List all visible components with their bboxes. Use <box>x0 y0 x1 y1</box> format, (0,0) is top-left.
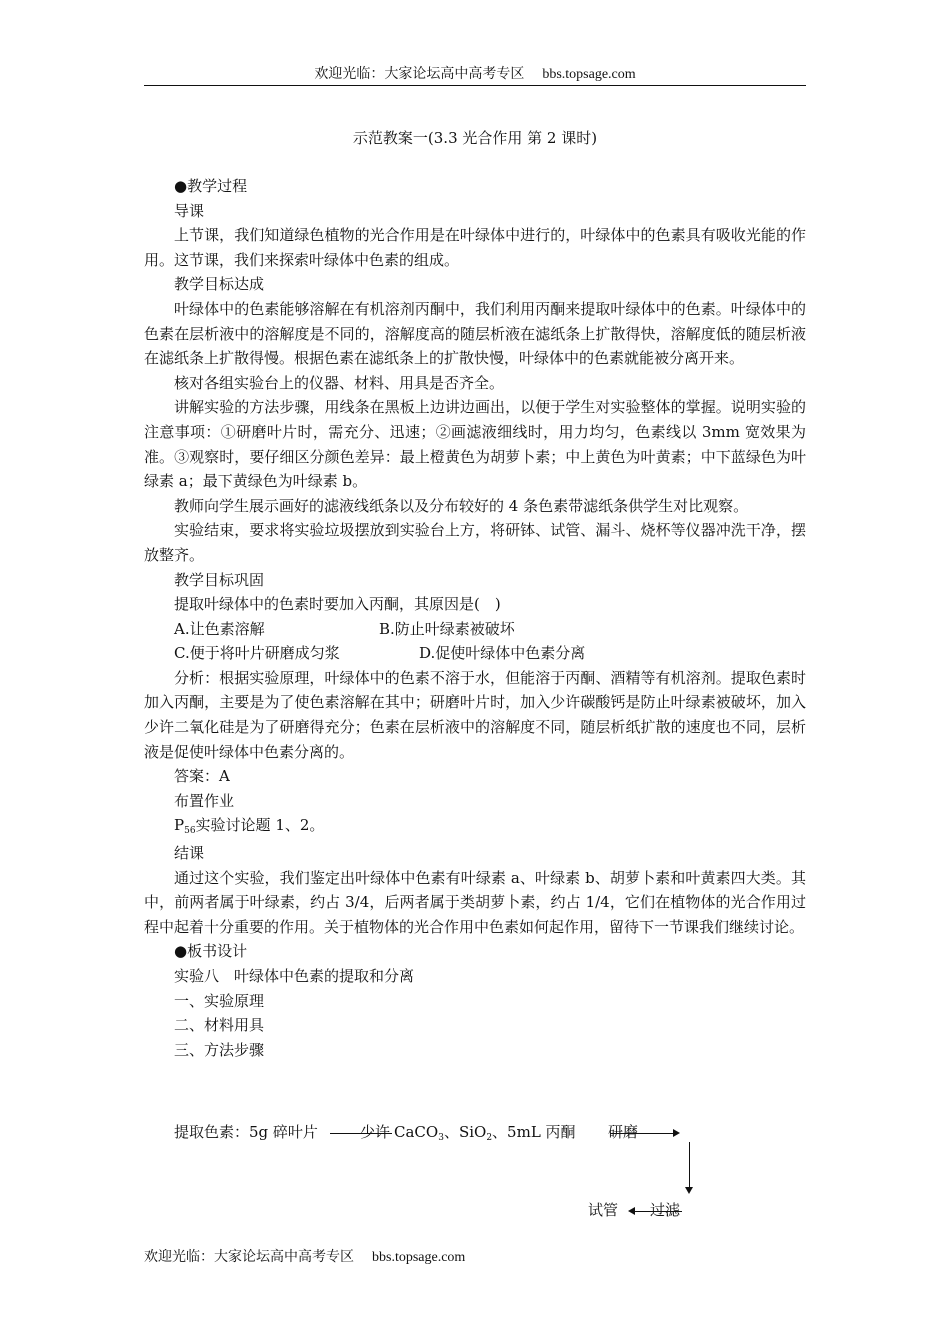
flow-vertical-line <box>689 1142 690 1188</box>
flow-tube-label: 试管 <box>588 1201 619 1219</box>
board-item: 一、实验原理 <box>174 991 265 1010</box>
homework-line: $P_{56}$实验讨论题 1、2。 <box>174 816 325 837</box>
procedure-flow-diagram <box>144 1120 806 1230</box>
option-a: A.让色素溶解 <box>174 619 265 638</box>
option-b: B.防止叶绿素被破坏 <box>379 619 515 638</box>
document-title: 示范教案一(3.3 光合作用 第 2 课时) <box>352 129 598 147</box>
section-heading-process: ●教学过程 <box>174 177 248 195</box>
paragraph: 核对各组实验台上的仪器、材料、用具是否齐全。 <box>174 373 505 392</box>
section-heading-board: ●板书设计 <box>174 942 248 961</box>
paragraph: 教师向学生展示画好的滤液线纸条以及分布较好的 4 条色素带滤纸条供学生对比观察。 <box>174 496 749 515</box>
flow-over-arrow-label: 少许 <box>360 1123 391 1141</box>
paragraph: 讲解实验的方法步骤，用线条在黑板上边讲边画出，以便于学生对实验整体的掌握。说明实验的注意事项：①研磨叶片时，需充分、迅速；②画滤液细线时，用力均匀，色素线以 3mm 宽效果为准。③观察时，要仔细区分颜色差异：最上橙黄色为胡萝卜素；中上黄色为叶黄素；中下蓝绿色为叶绿素 a；最下黄绿色为叶绿素 b。 <box>144 398 806 491</box>
flow-grind-line <box>610 1133 674 1134</box>
question: 提取叶绿体中的色素时要加入丙酮，其原因是( ) <box>174 595 501 614</box>
arrow-right-icon <box>673 1129 680 1137</box>
options-row-2 <box>144 641 806 666</box>
paragraph: 上节课，我们知道绿色植物的光合作用是在叶绿体中进行的，叶绿体中的色素具有吸收光能的作用。这节课，我们来探索叶绿体中色素的组成。 <box>144 226 806 269</box>
arrow-down-icon <box>685 1187 693 1194</box>
paragraph: 叶绿体中的色素能够溶解在有机溶剂丙酮中，我们利用丙酮来提取叶绿体中的色素。叶绿体中的色素在层析液中的溶解度是不同的，溶解度高的随层析液在滤纸条上扩散得快，溶解度低的随层析液在滤纸条上扩散得慢。根据色素在滤纸条上的扩散快慢，叶绿体中的色素就能被分离开来。 <box>144 299 806 368</box>
board-item: 三、方法步骤 <box>174 1040 265 1059</box>
option-d: D.促使叶绿体中色素分离 <box>419 644 586 663</box>
subheading-consolidate: 教学目标巩固 <box>174 570 265 589</box>
options-row-1 <box>144 617 806 642</box>
flow-filter-label: 过滤 <box>650 1201 681 1219</box>
analysis: 分析：根据实验原理，叶绿体中的色素不溶于水，但能溶于丙酮、酒精等有机溶剂。提取色素时加入丙酮，主要是为了使色素溶解在其中；研磨叶片时，加入少许碳酸钙是防止叶绿素被破坏，加入少许二氧化硅是为了研磨得充分；色素在层析液中的溶解度不同，随层析纸扩散的速度也不同，层析液是促使叶绿体中色素分离的。 <box>144 668 806 761</box>
flow-reagents: CaCO$_3$、SiO$_2$、5mL 丙酮 <box>394 1123 576 1143</box>
header-text: 欢迎光临：大家论坛高中高考专区 <box>314 66 525 82</box>
footer-url[interactable]: bbs.topsage.com <box>372 1250 466 1265</box>
board-title: 实验八 叶绿体中色素的提取和分离 <box>174 967 415 985</box>
subheading-homework: 布置作业 <box>174 791 235 810</box>
page-footer <box>144 1247 806 1268</box>
page-header <box>144 64 806 85</box>
footer-text: 欢迎光临：大家论坛高中高考专区 <box>144 1249 354 1265</box>
answer: 答案：A <box>174 767 230 786</box>
flow-grind-label: 研磨 <box>608 1123 639 1141</box>
header-divider <box>144 85 806 86</box>
subheading-goal: 教学目标达成 <box>174 275 265 294</box>
subheading-conclusion: 结课 <box>174 844 205 863</box>
document-body <box>144 174 806 1062</box>
page-subscript: 56 <box>184 826 196 837</box>
paragraph: 实验结束，要求将实验垃圾摆放到实验台上方，将研钵、试管、漏斗、烧杯等仪器冲洗干净，摆放整齐。 <box>144 521 806 564</box>
paragraph: 通过这个实验，我们鉴定出叶绿体中色素有叶绿素 a、叶绿素 b、胡萝卜素和叶黄素四大类。其中，前两者属于叶绿素，约占 3/4，后两者属于类胡萝卜素，约占 1/4，它们在植物体的光合作用过程中起着十分重要的作用。关于植物体的光合作用中色素如何起作用，留待下一节课我们继续讨论。 <box>144 868 806 936</box>
header-url[interactable]: bbs.topsage.com <box>542 67 636 82</box>
subheading-intro: 导课 <box>174 201 205 220</box>
board-item: 二、材料用具 <box>174 1016 265 1035</box>
flow-start: 提取色素：5g 碎叶片 <box>174 1123 318 1141</box>
option-c: C.便于将叶片研磨成匀浆 <box>174 644 340 663</box>
